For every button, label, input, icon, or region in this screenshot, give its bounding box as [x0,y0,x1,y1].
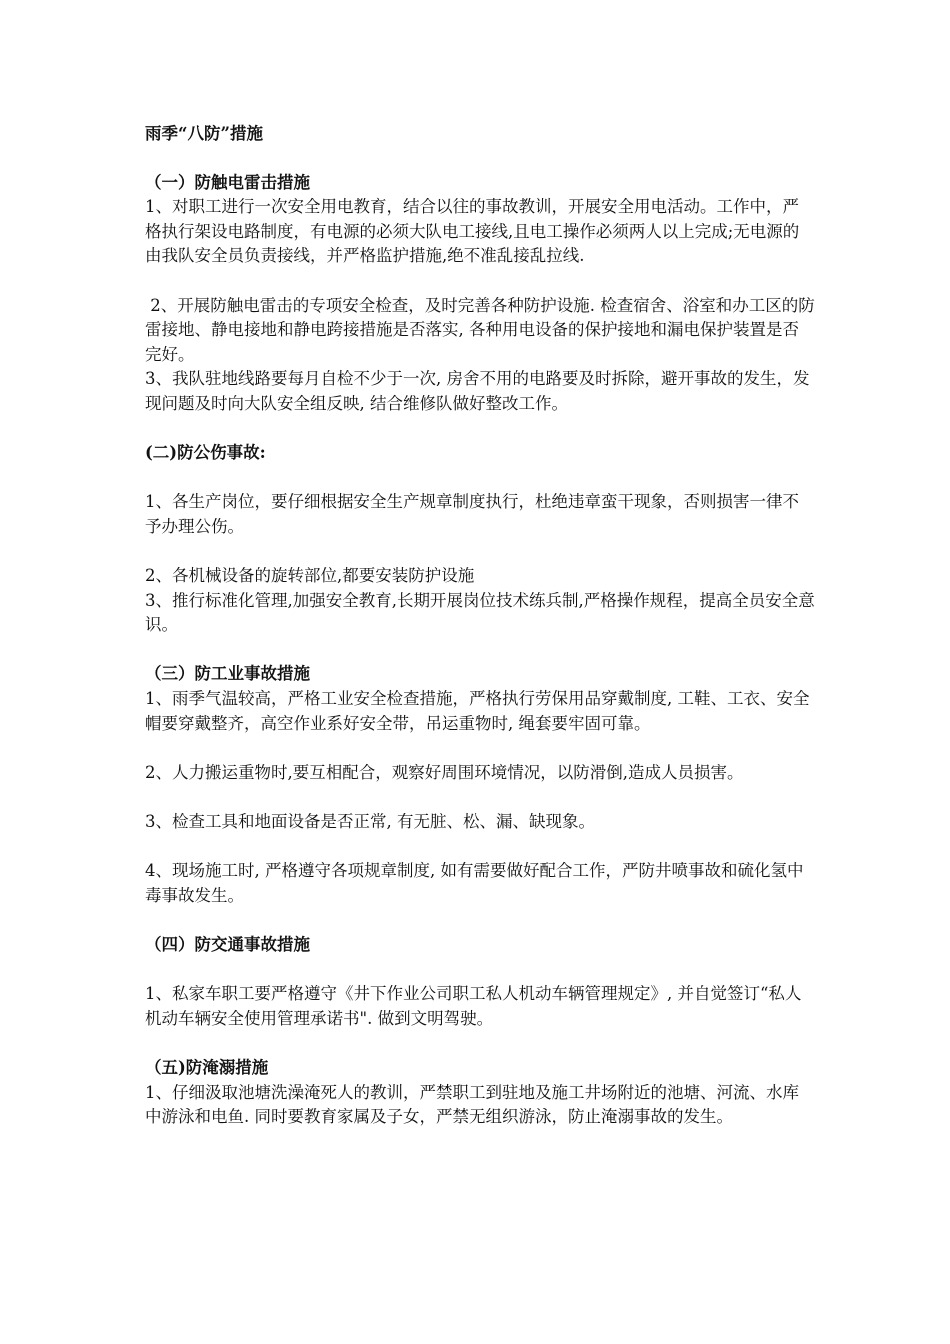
document-title: 雨季“八防”措施 [145,124,263,143]
section-3-paragraph-2: 2、人力搬运重物时,要互相配合，观察好周围环境情况，以防滑倒,造成人员损害。 [145,762,744,782]
spacer [145,835,815,860]
section-heading-2: (二)防公伤事故: [145,443,266,463]
section-2-paragraph-3: 3、推行标准化管理,加强安全教育,长期开展岗位技术练兵制,严格操作规程，提高全员安全意识。 [145,590,815,635]
spacer [145,736,815,761]
section-1-paragraph-3: 3、我队驻地线路要每月自检不少于一次, 房舍不用的电路要及时拆除，避开事故的发生，发现问题及时向大队安全组反映, 结合维修队做好整改工作。 [145,369,810,413]
spacer [145,269,815,294]
section-2-paragraph-1: 1、各生产岗位，要仔细根据安全生产规章制度执行，杜绝违章蛮干现象，否则损害一律不予办理公伤。 [145,492,799,536]
section-heading-4: （四）防交通事故措施 [145,935,310,954]
document-body [145,122,815,1130]
section-heading-5: （五)防淹溺措施 [145,1057,269,1077]
spacer [145,638,815,663]
section-5-paragraph-1: 1、仔细汲取池塘洗澡淹死人的教训，严禁职工到驻地及施工井场附近的池塘、河流、水库中游泳和电鱼. 同时要教育家属及子女，严禁无组织游泳，防止淹溺事故的发生。 [145,1082,799,1127]
spacer [145,1031,815,1056]
spacer [145,417,815,442]
spacer [145,466,815,491]
spacer [145,958,815,983]
spacer [145,785,815,810]
section-heading-1: （一）防触电雷击措施 [145,172,310,192]
section-4-paragraph-1: 1、私家车职工要严格遵守《井下作业公司职工私人机动车辆管理规定》, 并自觉签订“私人机动车辆安全使用管理承诺书". 做到文明驾驶。 [145,984,802,1028]
section-3-paragraph-1: 1、雨季气温较高，严格工业安全检查措施，严格执行劳保用品穿戴制度, 工鞋、工衣、安全帽要穿戴整齐，高空作业系好安全带，吊运重物时, 绳套要牢固可靠。 [145,689,810,733]
section-heading-3: （三）防工业事故措施 [145,664,310,684]
spacer [145,540,815,565]
section-3-paragraph-4: 4、现场施工时, 严格遵守各项规章制度, 如有需要做好配合工作，严防井喷事故和硫化氢中毒事故发生。 [145,861,804,905]
section-3-paragraph-3: 3、检查工具和地面设备是否正常, 有无脏、松、漏、缺现象。 [145,812,595,832]
section-1-paragraph-2: 2、开展防触电雷击的专项安全检查，及时完善各种防护设施. 检查宿舍、浴室和办工区的防雷接地、静电接地和静电跨接措施是否落实, 各种用电设备的保护接地和漏电保护装置是否完好。 [145,295,815,364]
section-2-paragraph-2: 2、各机械设备的旋转部位,都要安装防护设施 [145,566,475,586]
spacer [145,908,815,933]
section-1-paragraph-1: 1、对职工进行一次安全用电教育，结合以往的事故教训，开展安全用电活动。工作中，严格执行架设电路制度，有电源的必须大队电工接线,且电工操作必须两人以上完成;无电源的由我队安全员负责接线，并严格监护措施,绝不准乱接乱拉线. [145,197,800,266]
